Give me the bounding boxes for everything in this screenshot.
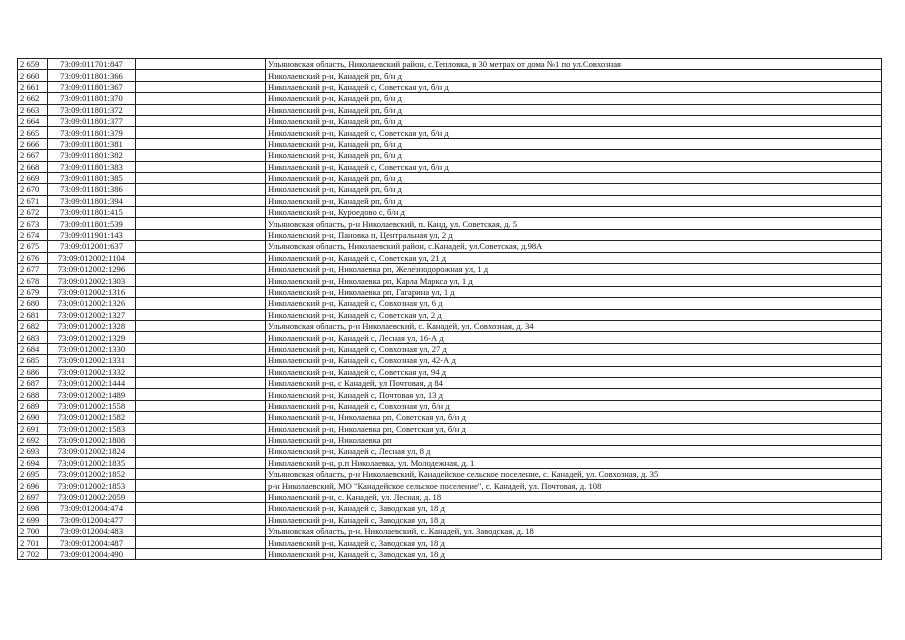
row-number-cell: 2 683 [18,332,48,343]
address-cell: Николаевский р-н, Канадей с, Заводская ул, 18 д [266,503,882,514]
cadastral-number-cell: 73:09:011801:381 [48,138,136,149]
table-body [18,59,882,560]
cadastral-number-cell: 73:09:011801:415 [48,207,136,218]
table-row [18,514,882,525]
empty-cell [136,81,266,92]
empty-cell [136,355,266,366]
table-row [18,172,882,183]
cadastral-number-cell: 73:09:012002:1582 [48,412,136,423]
cadastral-number-cell: 73:09:012002:1303 [48,275,136,286]
empty-cell [136,115,266,126]
table-row [18,526,882,537]
row-number-cell: 2 667 [18,150,48,161]
address-cell: Николаевский р-н, Канадей рп, б/н д [266,104,882,115]
row-number-cell: 2 671 [18,195,48,206]
empty-cell [136,434,266,445]
table-row [18,491,882,502]
empty-cell [136,298,266,309]
cadastral-number-cell: 73:09:012002:1558 [48,400,136,411]
row-number-cell: 2 682 [18,320,48,331]
cadastral-number-cell: 73:09:012002:1332 [48,366,136,377]
cadastral-register-table [17,58,882,560]
document-table-container [17,58,882,560]
empty-cell [136,195,266,206]
cadastral-number-cell: 73:09:012002:1853 [48,480,136,491]
address-cell: Николаевский р-н, Канадей с, Заводская ул, 18 д [266,514,882,525]
table-row [18,252,882,263]
cadastral-number-cell: 73:09:012004:477 [48,514,136,525]
empty-cell [136,138,266,149]
table-row [18,207,882,218]
address-cell: Ульяновская область, р-н Николаевский, с. Канадей, ул. Совхозная, д. 34 [266,320,882,331]
empty-cell [136,377,266,388]
table-row [18,275,882,286]
address-cell: Ульяновская область, р-н Николаевский, Канадейское сельское поселение, с. Канадей, ул. Совхозная, д. 35 [266,469,882,480]
table-row [18,138,882,149]
table-row [18,150,882,161]
table-row [18,218,882,229]
address-cell: Николаевский р-н, Пановка п, Центральная ул, 2 д [266,229,882,240]
row-number-cell: 2 660 [18,70,48,81]
row-number-cell: 2 688 [18,389,48,400]
cadastral-number-cell: 73:09:012002:1808 [48,434,136,445]
address-cell: Николаевский р-н, Канадей с, Советская ул, б/н д [266,81,882,92]
empty-cell [136,127,266,138]
table-row [18,366,882,377]
cadastral-number-cell: 73:09:011801:379 [48,127,136,138]
table-row [18,548,882,559]
empty-cell [136,207,266,218]
address-cell: Николаевский р-н, Канадей рп, б/н д [266,70,882,81]
address-cell: Николаевский р-н, Канадей с, Лесная ул, 8 д [266,446,882,457]
address-cell: Николаевский р-н, Николаевка рп, Железнодорожная ул, 1 д [266,264,882,275]
row-number-cell: 2 678 [18,275,48,286]
table-row [18,332,882,343]
cadastral-number-cell: 73:09:011801:386 [48,184,136,195]
address-cell: Николаевский р-н, Николаевка рп [266,434,882,445]
empty-cell [136,150,266,161]
empty-cell [136,412,266,423]
table-row [18,503,882,514]
row-number-cell: 2 668 [18,161,48,172]
cadastral-number-cell: 73:09:012002:1835 [48,457,136,468]
row-number-cell: 2 702 [18,548,48,559]
address-cell: Николаевский р-н, Канадей с, Заводская ул, 18 д [266,548,882,559]
cadastral-number-cell: 73:09:012002:1444 [48,377,136,388]
row-number-cell: 2 692 [18,434,48,445]
address-cell: Николаевский р-н, Канадей с, Советская ул, б/н д [266,161,882,172]
empty-cell [136,59,266,70]
empty-cell [136,514,266,525]
table-row [18,480,882,491]
address-cell: Николаевский р-н, Канадей с, Заводская ул, 18 д [266,537,882,548]
table-row [18,161,882,172]
row-number-cell: 2 689 [18,400,48,411]
empty-cell [136,241,266,252]
row-number-cell: 2 675 [18,241,48,252]
empty-cell [136,264,266,275]
empty-cell [136,252,266,263]
address-cell: Николаевский р-н, Канадей рп, б/н д [266,150,882,161]
cadastral-number-cell: 73:09:011801:539 [48,218,136,229]
empty-cell [136,491,266,502]
address-cell: Николаевский р-н, с Канадей, ул Почтовая, д 84 [266,377,882,388]
address-cell: Николаевский р-н, р.п Николаевка, ул. Молодежная, д. 1 [266,457,882,468]
table-row [18,423,882,434]
empty-cell [136,400,266,411]
row-number-cell: 2 666 [18,138,48,149]
empty-cell [136,343,266,354]
table-row [18,309,882,320]
table-row [18,93,882,104]
table-row [18,195,882,206]
empty-cell [136,161,266,172]
cadastral-number-cell: 73:09:012002:1583 [48,423,136,434]
row-number-cell: 2 672 [18,207,48,218]
cadastral-number-cell: 73:09:011701:847 [48,59,136,70]
address-cell: Николаевский р-н, с. Канадей, ул. Лесная, д. 18 [266,491,882,502]
cadastral-number-cell: 73:09:012002:1316 [48,286,136,297]
empty-cell [136,320,266,331]
empty-cell [136,104,266,115]
address-cell: Николаевский р-н, Канадей рп, б/н д [266,138,882,149]
table-row [18,70,882,81]
cadastral-number-cell: 73:09:012002:1326 [48,298,136,309]
cadastral-number-cell: 73:09:012002:1824 [48,446,136,457]
empty-cell [136,218,266,229]
empty-cell [136,469,266,480]
address-cell: р-н Николаевский, МО "Канадейское сельское поселение", с. Канадей, ул. Почтовая, д. 108 [266,480,882,491]
table-row [18,457,882,468]
empty-cell [136,229,266,240]
row-number-cell: 2 673 [18,218,48,229]
table-row [18,286,882,297]
address-cell: Ульяновская область, Николаевский район, с.Канадей, ул.Советская, д.98А [266,241,882,252]
cadastral-number-cell: 73:09:011801:370 [48,93,136,104]
row-number-cell: 2 696 [18,480,48,491]
empty-cell [136,526,266,537]
table-row [18,81,882,92]
empty-cell [136,480,266,491]
table-row [18,184,882,195]
empty-cell [136,423,266,434]
cadastral-number-cell: 73:09:012002:1327 [48,309,136,320]
table-row [18,229,882,240]
empty-cell [136,446,266,457]
address-cell: Николаевский р-н, Канадей с, Совхозная ул, 27 д [266,343,882,354]
empty-cell [136,172,266,183]
empty-cell [136,309,266,320]
cadastral-number-cell: 73:09:012004:490 [48,548,136,559]
table-row [18,320,882,331]
cadastral-number-cell: 73:09:012002:1331 [48,355,136,366]
cadastral-number-cell: 73:09:012002:1328 [48,320,136,331]
address-cell: Николаевский р-н, Канадей рп, б/н д [266,195,882,206]
table-row [18,469,882,480]
table-row [18,434,882,445]
address-cell: Николаевский р-н, Канадей с, Советская ул, б/н д [266,127,882,138]
table-row [18,537,882,548]
row-number-cell: 2 663 [18,104,48,115]
address-cell: Николаевский р-н, Канадей рп, б/н д [266,115,882,126]
row-number-cell: 2 694 [18,457,48,468]
table-row [18,343,882,354]
row-number-cell: 2 700 [18,526,48,537]
row-number-cell: 2 665 [18,127,48,138]
table-row [18,298,882,309]
table-row [18,446,882,457]
cadastral-number-cell: 73:09:012002:1296 [48,264,136,275]
row-number-cell: 2 659 [18,59,48,70]
empty-cell [136,537,266,548]
row-number-cell: 2 699 [18,514,48,525]
cadastral-number-cell: 73:09:012001:637 [48,241,136,252]
cadastral-number-cell: 73:09:012002:1104 [48,252,136,263]
row-number-cell: 2 701 [18,537,48,548]
row-number-cell: 2 698 [18,503,48,514]
table-row [18,355,882,366]
empty-cell [136,275,266,286]
address-cell: Ульяновская область, Николаевский район, с.Тепловка, в 30 метрах от дома №1 по ул.Совхозная [266,59,882,70]
cadastral-number-cell: 73:09:011801:382 [48,150,136,161]
row-number-cell: 2 662 [18,93,48,104]
row-number-cell: 2 693 [18,446,48,457]
empty-cell [136,184,266,195]
row-number-cell: 2 674 [18,229,48,240]
empty-cell [136,366,266,377]
cadastral-number-cell: 73:09:012004:483 [48,526,136,537]
empty-cell [136,548,266,559]
address-cell: Николаевский р-н, Канадей с, Советская ул, 21 д [266,252,882,263]
address-cell: Николаевский р-н, Канадей рп, б/н д [266,184,882,195]
table-row [18,264,882,275]
address-cell: Николаевский р-н, Николаевка рп, Советская ул, б/н д [266,412,882,423]
cadastral-number-cell: 73:09:011801:394 [48,195,136,206]
row-number-cell: 2 664 [18,115,48,126]
address-cell: Николаевский р-н, Николаевка рп, Гагарина ул, 1 д [266,286,882,297]
cadastral-number-cell: 73:09:011801:385 [48,172,136,183]
address-cell: Николаевский р-н, Канадей с, Совхозная ул, 6 д [266,298,882,309]
row-number-cell: 2 697 [18,491,48,502]
empty-cell [136,457,266,468]
table-row [18,412,882,423]
address-cell: Николаевский р-н, Канадей с, Совхозная ул, 42-А д [266,355,882,366]
empty-cell [136,503,266,514]
table-row [18,389,882,400]
table-row [18,104,882,115]
row-number-cell: 2 670 [18,184,48,195]
cadastral-number-cell: 73:09:012004:487 [48,537,136,548]
empty-cell [136,93,266,104]
address-cell: Николаевский р-н, Канадей с, Советская ул, 2 д [266,309,882,320]
address-cell: Николаевский р-н, Канадей рп, б/н д [266,172,882,183]
address-cell: Николаевский р-н, Канадей с, Почтовая ул, 13 д [266,389,882,400]
address-cell: Николаевский р-н, Николаевка рп, Советская ул, б/н д [266,423,882,434]
row-number-cell: 2 687 [18,377,48,388]
row-number-cell: 2 686 [18,366,48,377]
cadastral-number-cell: 73:09:012002:1330 [48,343,136,354]
row-number-cell: 2 679 [18,286,48,297]
row-number-cell: 2 680 [18,298,48,309]
row-number-cell: 2 676 [18,252,48,263]
table-row [18,59,882,70]
cadastral-number-cell: 73:09:012002:1489 [48,389,136,400]
table-row [18,400,882,411]
cadastral-number-cell: 73:09:012002:1329 [48,332,136,343]
address-cell: Николаевский р-н, Канадей с, Совхозная ул, б/н д [266,400,882,411]
address-cell: Ульяновская область, р-н. Николаевский, с. Канадей, ул. Заводская, д. 18 [266,526,882,537]
cadastral-number-cell: 73:09:011801:372 [48,104,136,115]
table-row [18,115,882,126]
row-number-cell: 2 677 [18,264,48,275]
row-number-cell: 2 669 [18,172,48,183]
row-number-cell: 2 690 [18,412,48,423]
cadastral-number-cell: 73:09:011801:366 [48,70,136,81]
address-cell: Николаевский р-н, Канадей с, Лесная ул, 16-А д [266,332,882,343]
cadastral-number-cell: 73:09:011901:143 [48,229,136,240]
address-cell: Николаевский р-н, Куроедово с, б/н д [266,207,882,218]
cadastral-number-cell: 73:09:011801:383 [48,161,136,172]
address-cell: Николаевский р-н, Николаевка рп, Карла Маркса ул, 1 д [266,275,882,286]
table-row [18,127,882,138]
cadastral-number-cell: 73:09:012002:2059 [48,491,136,502]
empty-cell [136,332,266,343]
cadastral-number-cell: 73:09:012004:474 [48,503,136,514]
row-number-cell: 2 695 [18,469,48,480]
row-number-cell: 2 685 [18,355,48,366]
row-number-cell: 2 691 [18,423,48,434]
empty-cell [136,286,266,297]
cadastral-number-cell: 73:09:011801:367 [48,81,136,92]
address-cell: Николаевский р-н, Канадей рп, б/н д [266,93,882,104]
empty-cell [136,389,266,400]
address-cell: Николаевский р-н, Канадей с, Советская ул, 94 д [266,366,882,377]
table-row [18,377,882,388]
cadastral-number-cell: 73:09:012002:1852 [48,469,136,480]
row-number-cell: 2 681 [18,309,48,320]
row-number-cell: 2 684 [18,343,48,354]
row-number-cell: 2 661 [18,81,48,92]
address-cell: Ульяновская область, р-н Николаевский, п. Канд, ул. Советская, д. 5 [266,218,882,229]
table-row [18,241,882,252]
cadastral-number-cell: 73:09:011801:377 [48,115,136,126]
empty-cell [136,70,266,81]
